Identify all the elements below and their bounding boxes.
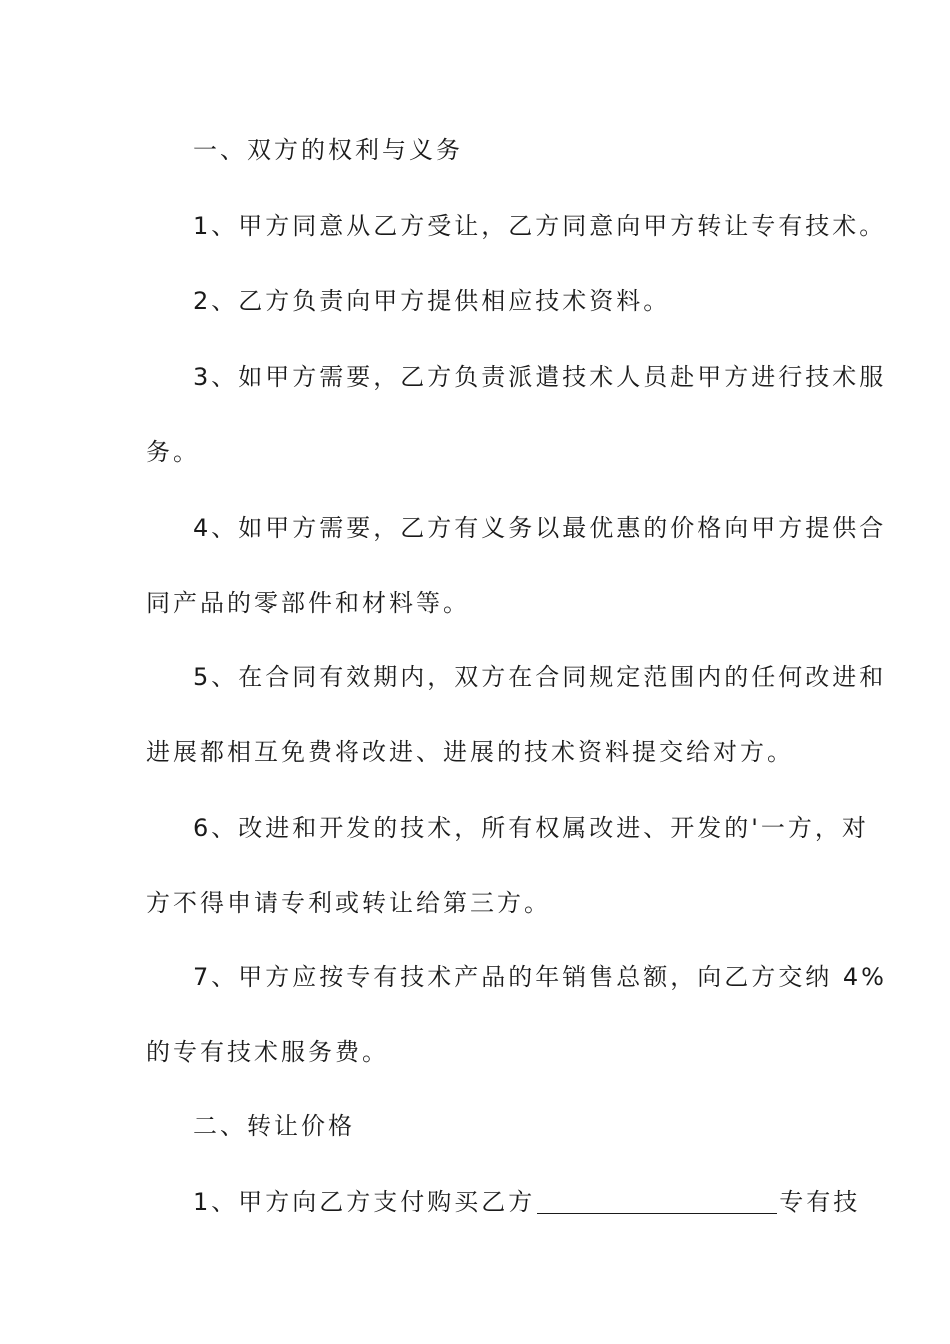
section-heading-transfer-price: 二、转让价格 (193, 1112, 355, 1140)
clause-6-line-1: 6、改进和开发的技术，所有权属改进、开发的'一方，对 (193, 814, 869, 842)
fill-in-blank (537, 1187, 777, 1214)
clause-6-line-2: 方不得申请专利或转让给第三方。 (146, 889, 551, 917)
clause-5-line-2: 进展都相互免费将改进、进展的技术资料提交给对方。 (146, 738, 794, 766)
price-clause-1-end: 专有技 (779, 1188, 861, 1216)
clause-3-line-2: 务。 (146, 438, 200, 466)
price-clause-1 (0, 1182, 950, 1222)
clause-3-line-1: 3、如甲方需要，乙方负责派遣技术人员赴甲方进行技术服 (193, 363, 887, 391)
clause-1: 1、甲方同意从乙方受让，乙方同意向甲方转让专有技术。 (193, 212, 887, 240)
clause-7-line-1: 7、甲方应按专有技术产品的年销售总额，向乙方交纳 4% (193, 963, 887, 991)
price-clause-1-start: 1、甲方向乙方支付购买乙方 (193, 1188, 536, 1216)
clause-5-line-1: 5、在合同有效期内，双方在合同规定范围内的任何改进和 (193, 663, 887, 691)
clause-4-line-2: 同产品的零部件和材料等。 (146, 589, 470, 617)
clause-7-line-2: 的专有技术服务费。 (146, 1038, 389, 1066)
clause-2: 2、乙方负责向甲方提供相应技术资料。 (193, 287, 671, 315)
clause-4-line-1: 4、如甲方需要，乙方有义务以最优惠的价格向甲方提供合 (193, 514, 887, 542)
section-heading-rights-obligations: 一、双方的权利与义务 (193, 136, 463, 164)
